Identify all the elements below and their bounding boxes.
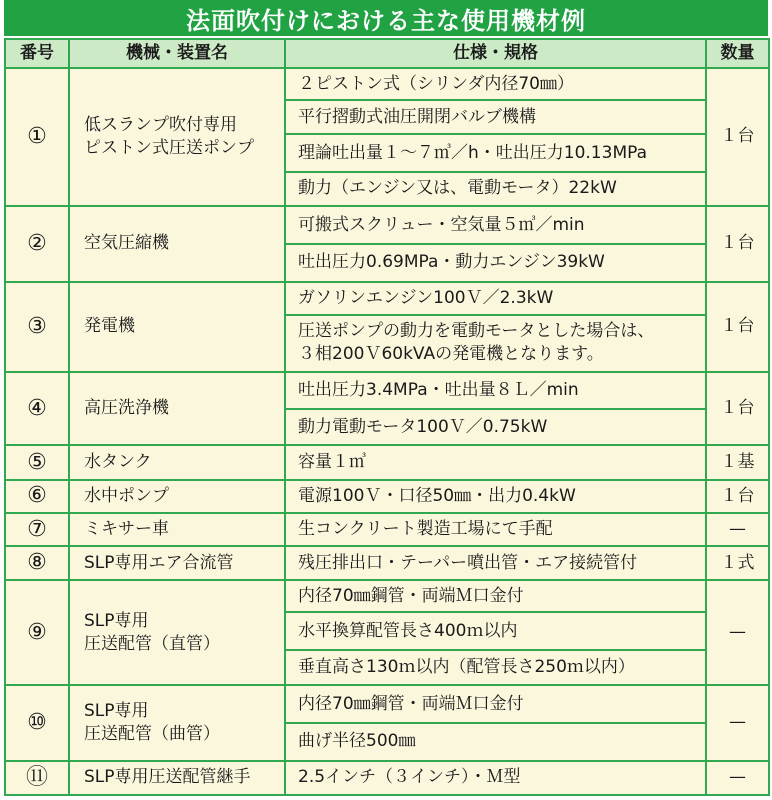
- spec-cell: [285, 282, 706, 315]
- header-spec: 仕様・規格: [285, 39, 706, 68]
- row-number: ⑥: [5, 480, 69, 513]
- row-number: ⑤: [5, 445, 69, 479]
- table-body: [5, 68, 769, 795]
- row-number: ③: [5, 282, 69, 372]
- spec-line: 生コンクリート製造工場にて手配: [298, 518, 553, 539]
- spec-line: 動力（エンジン又は、電動モータ）22kW: [298, 178, 617, 199]
- spec-line: 内径70㎜鋼管・両端Ｍ口金付: [298, 585, 524, 606]
- header-equipment: 機械・装置名: [69, 39, 285, 68]
- spec-cell: [285, 650, 706, 685]
- spec-line: 可搬式スクリュー・空気量５㎥／min: [298, 214, 585, 235]
- row-number: ④: [5, 372, 69, 446]
- row-number: ⑧: [5, 546, 69, 580]
- spec-cell: [285, 409, 706, 445]
- quantity: １式: [706, 546, 769, 580]
- spec-cell: [285, 761, 706, 795]
- spec-line: ２ピストン式（シリンダ内径70㎜）: [298, 73, 574, 94]
- quantity: —: [706, 685, 769, 761]
- equipment-name: [69, 68, 285, 206]
- quantity: —: [706, 580, 769, 685]
- equipment-table: [4, 38, 770, 796]
- spec-cell: [285, 244, 706, 281]
- spec-line: 動力電動モータ100Ｖ／0.75kW: [298, 416, 548, 437]
- equipment-name: [69, 445, 285, 479]
- spec-line: 水平換算配管長さ400ｍ以内: [298, 620, 518, 641]
- page-title: 法面吹付けにおける主な使用機材例: [4, 0, 768, 36]
- row-number: ①: [5, 68, 69, 206]
- equipment-name-line: 低スランプ吹付専用: [84, 115, 237, 136]
- spec-line: 平行摺動式油圧開閉バルブ機構: [298, 106, 536, 127]
- row-number: ②: [5, 206, 69, 282]
- equipment-name-line: 圧送配管（曲管）: [84, 723, 220, 744]
- equipment-name: [69, 206, 285, 282]
- equipment-name-line: 水中ポンプ: [84, 485, 169, 506]
- spec-line: 2.5インチ（３インチ）・Ｍ型: [298, 767, 521, 788]
- spec-cell: [285, 172, 706, 206]
- spec-cell: [285, 546, 706, 580]
- table-row: [5, 513, 769, 546]
- table-row: [5, 372, 769, 409]
- quantity: １台: [706, 282, 769, 372]
- spec-line: 内径70㎜鋼管・両端Ｍ口金付: [298, 693, 524, 714]
- table-row: [5, 445, 769, 479]
- spec-line: 残圧排出口・テーパー噴出管・エア接続管付: [298, 552, 638, 573]
- spec-cell: [285, 206, 706, 244]
- spec-cell: [285, 685, 706, 723]
- quantity: —: [706, 513, 769, 546]
- spec-cell: [285, 612, 706, 649]
- spec-cell: [285, 134, 706, 171]
- table-row: [5, 68, 769, 100]
- spec-line: ガソリンエンジン100Ｖ／2.3kW: [298, 287, 554, 308]
- table-row: [5, 282, 769, 315]
- equipment-name-line: 高圧洗浄機: [84, 398, 169, 419]
- quantity: １台: [706, 206, 769, 282]
- quantity: —: [706, 761, 769, 795]
- table-row: [5, 761, 769, 795]
- quantity: １台: [706, 372, 769, 446]
- spec-line: ３相200Ｖ60kVAの発電機となります。: [298, 344, 604, 365]
- spec-cell: [285, 580, 706, 612]
- spec-cell: [285, 513, 706, 546]
- spec-line: 容量１㎥: [298, 452, 366, 473]
- equipment-name-line: SLP専用圧送配管継手: [84, 767, 251, 788]
- table-row: [5, 580, 769, 612]
- table-row: [5, 480, 769, 513]
- row-number: ⑪: [5, 761, 69, 795]
- spec-cell: [285, 372, 706, 409]
- header-no: 番号: [5, 39, 69, 68]
- equipment-name-line: 水タンク: [84, 452, 152, 473]
- table-row: [5, 685, 769, 723]
- equipment-name: [69, 546, 285, 580]
- spec-line: 垂直高さ130ｍ以内（配管長さ250ｍ以内）: [298, 656, 635, 677]
- table-row: [5, 206, 769, 244]
- spec-cell: [285, 100, 706, 134]
- equipment-name-line: SLP専用エア合流管: [84, 552, 234, 573]
- row-number: ⑨: [5, 580, 69, 685]
- equipment-name: [69, 685, 285, 761]
- equipment-name-line: ミキサー車: [84, 518, 169, 539]
- equipment-name-line: 発電機: [84, 316, 135, 337]
- equipment-name: [69, 372, 285, 446]
- table-row: [5, 546, 769, 580]
- quantity: １基: [706, 445, 769, 479]
- table-header-row: [5, 39, 769, 68]
- equipment-name: [69, 580, 285, 685]
- row-number: ⑦: [5, 513, 69, 546]
- quantity: １台: [706, 68, 769, 206]
- spec-cell: [285, 723, 706, 760]
- quantity: １台: [706, 480, 769, 513]
- equipment-name-line: ピストン式圧送ポンプ: [84, 137, 254, 158]
- spec-line: 理論吐出量１～７㎥／h・吐出圧力10.13MPa: [298, 142, 648, 163]
- spec-line: 吐出圧力3.4MPa・吐出量８Ｌ／min: [298, 379, 579, 400]
- equipment-name-line: 空気圧縮機: [84, 233, 169, 254]
- row-number: ⑩: [5, 685, 69, 761]
- equipment-name: [69, 480, 285, 513]
- spec-cell: [285, 315, 706, 372]
- spec-line: 圧送ポンプの動力を電動モータとした場合は、: [298, 321, 655, 342]
- equipment-name: [69, 282, 285, 372]
- equipment-name-line: SLP専用: [84, 610, 149, 631]
- equipment-name: [69, 761, 285, 795]
- spec-line: 吐出圧力0.69MPa・動力エンジン39kW: [298, 252, 605, 273]
- header-qty: 数量: [706, 39, 769, 68]
- equipment-name: [69, 513, 285, 546]
- spec-cell: [285, 445, 706, 479]
- spec-line: 電源100Ｖ・口径50㎜・出力0.4kW: [298, 485, 576, 506]
- spec-cell: [285, 68, 706, 100]
- spec-line: 曲げ半径500㎜: [298, 731, 416, 752]
- equipment-name-line: 圧送配管（直管）: [84, 633, 220, 654]
- equipment-name-line: SLP専用: [84, 700, 149, 721]
- spec-cell: [285, 480, 706, 513]
